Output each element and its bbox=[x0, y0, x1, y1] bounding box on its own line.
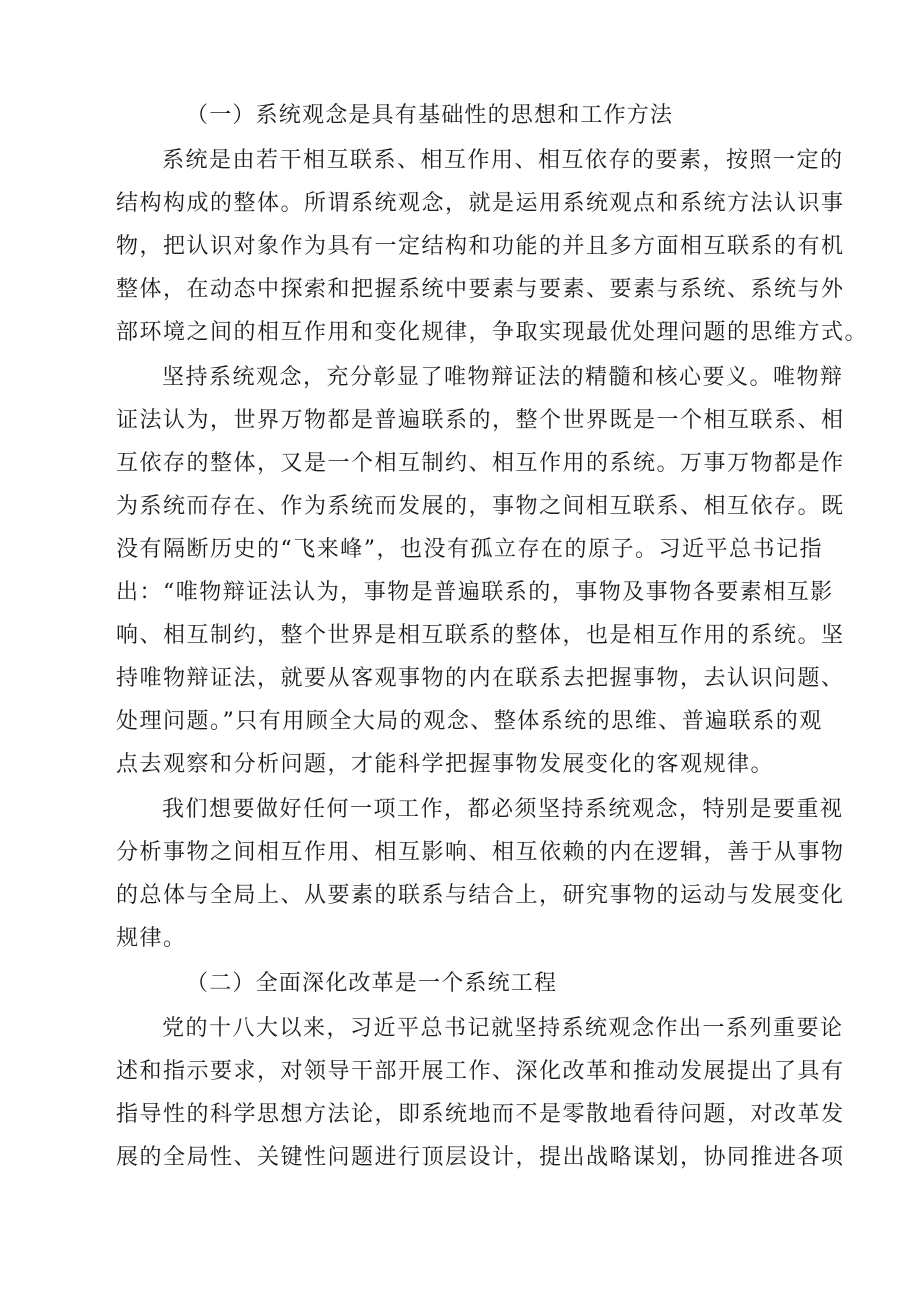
text-line: 展的全局性、关键性问题进行顶层设计，提出战略谋划，协同推进各项 bbox=[116, 1145, 845, 1170]
text-line: 点去观察和分析问题，才能科学把握事物发展变化的客观规律。 bbox=[116, 752, 775, 777]
text-line: 述和指示要求，对领导干部开展工作、深化改革和推动发展提出了具有 bbox=[116, 1059, 845, 1084]
text-line: 整体，在动态中探索和把握系统中要素与要素、要素与系统、系统与外 bbox=[116, 277, 845, 302]
text-line: 系统是由若干相互联系、相互作用、相互依存的要素，按照一定的 bbox=[162, 148, 844, 173]
text-line: 证法认为，世界万物都是普遍联系的，整个世界既是一个相互联系、相 bbox=[116, 408, 845, 433]
section-heading-2: （二）全面深化改革是一个系统工程 bbox=[186, 971, 558, 996]
text-line: 没有隔断历史的“飞来峰”，也没有孤立存在的原子。习近平总书记指 bbox=[116, 537, 823, 562]
text-line: 部环境之间的相互作用和变化规律，争取实现最优处理问题的思维方式。 bbox=[116, 320, 869, 345]
text-line: 我们想要做好任何一项工作，都必须坚持系统观念，特别是要重视 bbox=[162, 797, 844, 822]
text-line: 的总体与全局上、从要素的联系与结合上，研究事物的运动与发展变化 bbox=[116, 883, 845, 908]
text-line: 为系统而存在、作为系统而发展的，事物之间相互联系、相互依存。既 bbox=[116, 494, 845, 519]
text-line: 处理问题。”只有用顾全大局的观念、整体系统的思维、普遍联系的观 bbox=[116, 709, 823, 734]
text-line: 分析事物之间相互作用、相互影响、相互依赖的内在逻辑，善于从事物 bbox=[116, 840, 845, 865]
section-heading-1: （一）系统观念是具有基础性的思想和工作方法 bbox=[186, 103, 674, 128]
text-line: 物，把认识对象作为具有一定结构和功能的并且多方面相互联系的有机 bbox=[116, 234, 845, 259]
text-line: 出：“唯物辩证法认为，事物是普遍联系的，事物及事物各要素相互影 bbox=[116, 580, 834, 605]
text-line: 响、相互制约，整个世界是相互联系的整体，也是相互作用的系统。坚 bbox=[116, 623, 845, 648]
text-line: 结构构成的整体。所谓系统观念，就是运用系统观点和系统方法认识事 bbox=[116, 191, 845, 216]
text-line: 指导性的科学思想方法论，即系统地而不是零散地看待问题，对改革发 bbox=[116, 1102, 845, 1127]
text-line: 互依存的整体，又是一个相互制约、相互作用的系统。万事万物都是作 bbox=[116, 451, 845, 476]
text-line: 规律。 bbox=[116, 926, 187, 951]
text-line: 持唯物辩证法，就要从客观事物的内在联系去把握事物，去认识问题、 bbox=[116, 666, 845, 691]
text-line: 坚持系统观念，充分彰显了唯物辩证法的精髓和核心要义。唯物辩 bbox=[162, 365, 844, 390]
text-line: 党的十八大以来，习近平总书记就坚持系统观念作出一系列重要论 bbox=[162, 1016, 844, 1041]
